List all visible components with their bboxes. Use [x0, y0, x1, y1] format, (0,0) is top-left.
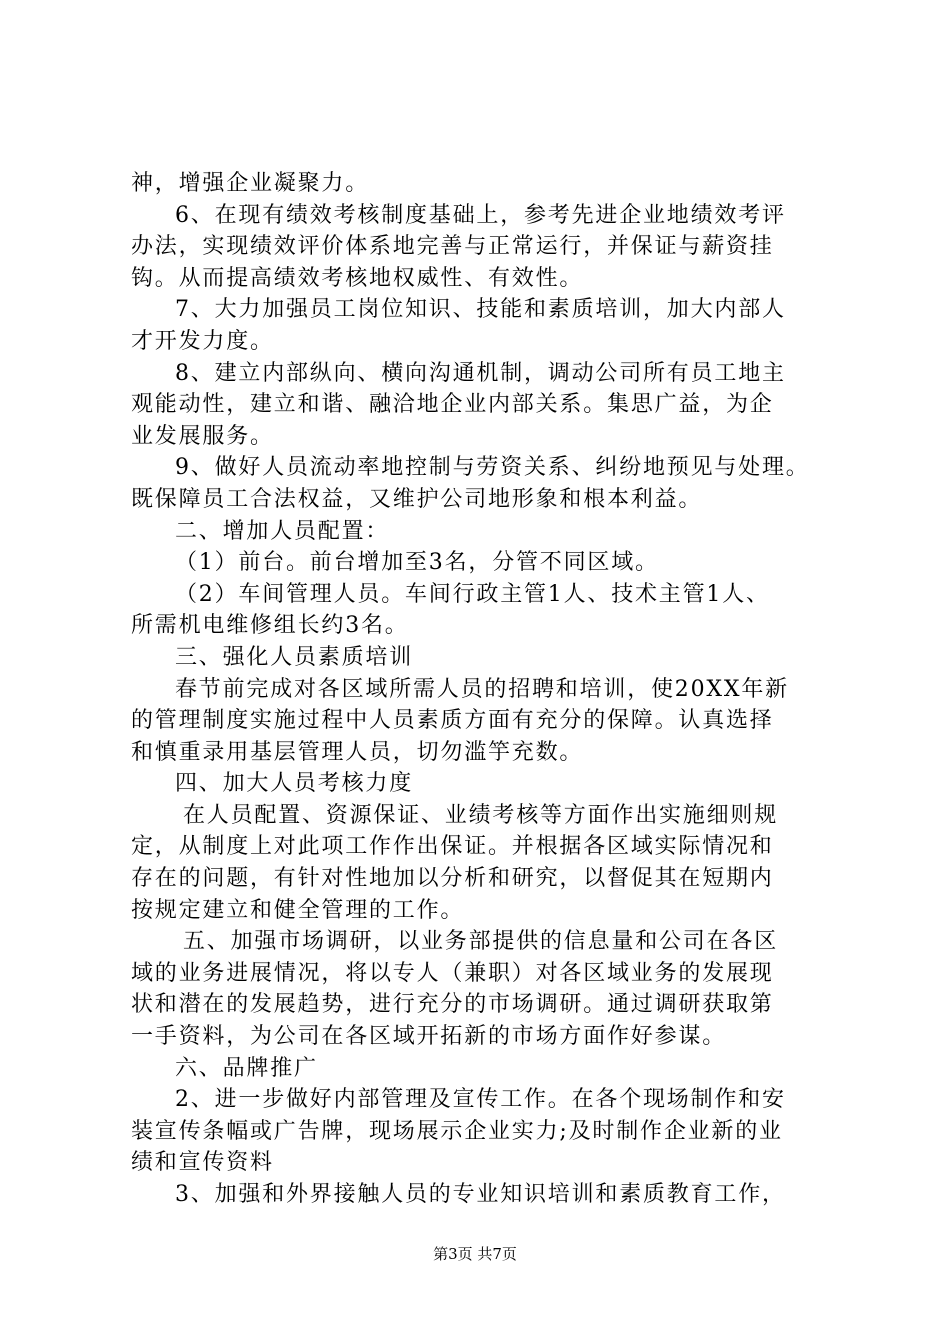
text-line: 的管理制度实施过程中人员素质方面有充分的保障。认真选择 — [131, 708, 774, 734]
text-line: 一手资料，为公司在各区域开拓新的市场方面作好参谋。 — [131, 1024, 727, 1050]
text-line: 2、进一步做好内部管理及宣传工作。在各个现场制作和安 — [175, 1087, 786, 1113]
text-line: 业发展服务。 — [131, 423, 274, 449]
section-heading: 五、加强市场调研，以业务部提供的信息量和公司在各区 — [183, 929, 779, 955]
text-line: 既保障员工合法权益，又维护公司地形象和根本利益。 — [131, 486, 703, 512]
text-line: 才开发力度。 — [131, 328, 274, 354]
page-number-footer: 第3页 共7页 — [433, 1245, 517, 1263]
text-line: 状和潜在的发展趋势，进行充分的市场调研。通过调研获取第 — [131, 992, 774, 1018]
text-line: 办法，实现绩效评价体系地完善与正常运行，并保证与薪资挂 — [131, 234, 774, 260]
text-line: （2）车间管理人员。车间行政主管1人、技术主管1人、 — [175, 581, 770, 607]
text-line: 域的业务进展情况，将以专人（兼职）对各区域业务的发展现 — [131, 960, 774, 986]
text-line: 和慎重录用基层管理人员，切勿滥竽充数。 — [131, 739, 584, 765]
document-body — [131, 168, 831, 1211]
text-line: 7、大力加强员工岗位知识、技能和素质培训，加大内部人 — [175, 297, 786, 323]
section-heading: 三、强化人员素质培训 — [175, 644, 414, 670]
text-line: 9、做好人员流动率地控制与劳资关系、纠纷地预见与处理。 — [175, 455, 810, 481]
section-heading: 二、增加人员配置： — [175, 518, 390, 544]
text-line: 所需机电维修组长约3名。 — [131, 613, 409, 639]
text-line: 钩。从而提高绩效考核地权威性、有效性。 — [131, 265, 584, 291]
text-line: 装宣传条幅或广告牌，现场展示企业实力;及时制作企业新的业 — [131, 1118, 783, 1144]
text-line: 按规定建立和健全管理的工作。 — [131, 897, 465, 923]
text-line: 3、加强和外界接触人员的专业知识培训和素质教育工作， — [175, 1182, 786, 1207]
text-line: 在人员配置、资源保证、业绩考核等方面作出实施细则规 — [183, 802, 779, 828]
text-line: 观能动性，建立和谐、融洽地企业内部关系。集思广益，为企 — [131, 392, 774, 418]
text-line: 定，从制度上对此项工作作出保证。并根据各区域实际情况和 — [131, 834, 774, 860]
section-heading: 六、品牌推广 — [175, 1055, 318, 1081]
section-heading: 四、加大人员考核力度 — [175, 771, 414, 797]
text-line: 8、建立内部纵向、横向沟通机制，调动公司所有员工地主 — [175, 360, 786, 386]
text-line: 春节前完成对各区域所需人员的招聘和培训，使20XX年新 — [175, 676, 789, 702]
text-line: （1）前台。前台增加至3名，分管不同区域。 — [175, 550, 659, 576]
text-line: 6、在现有绩效考核制度基础上，参考先进企业地绩效考评 — [175, 202, 786, 228]
text-line: 存在的问题，有针对性地加以分析和研究，以督促其在短期内 — [131, 866, 774, 892]
text-line: 绩和宣传资料 — [131, 1150, 274, 1176]
text-line: 神，增强企业凝聚力。 — [131, 171, 370, 196]
